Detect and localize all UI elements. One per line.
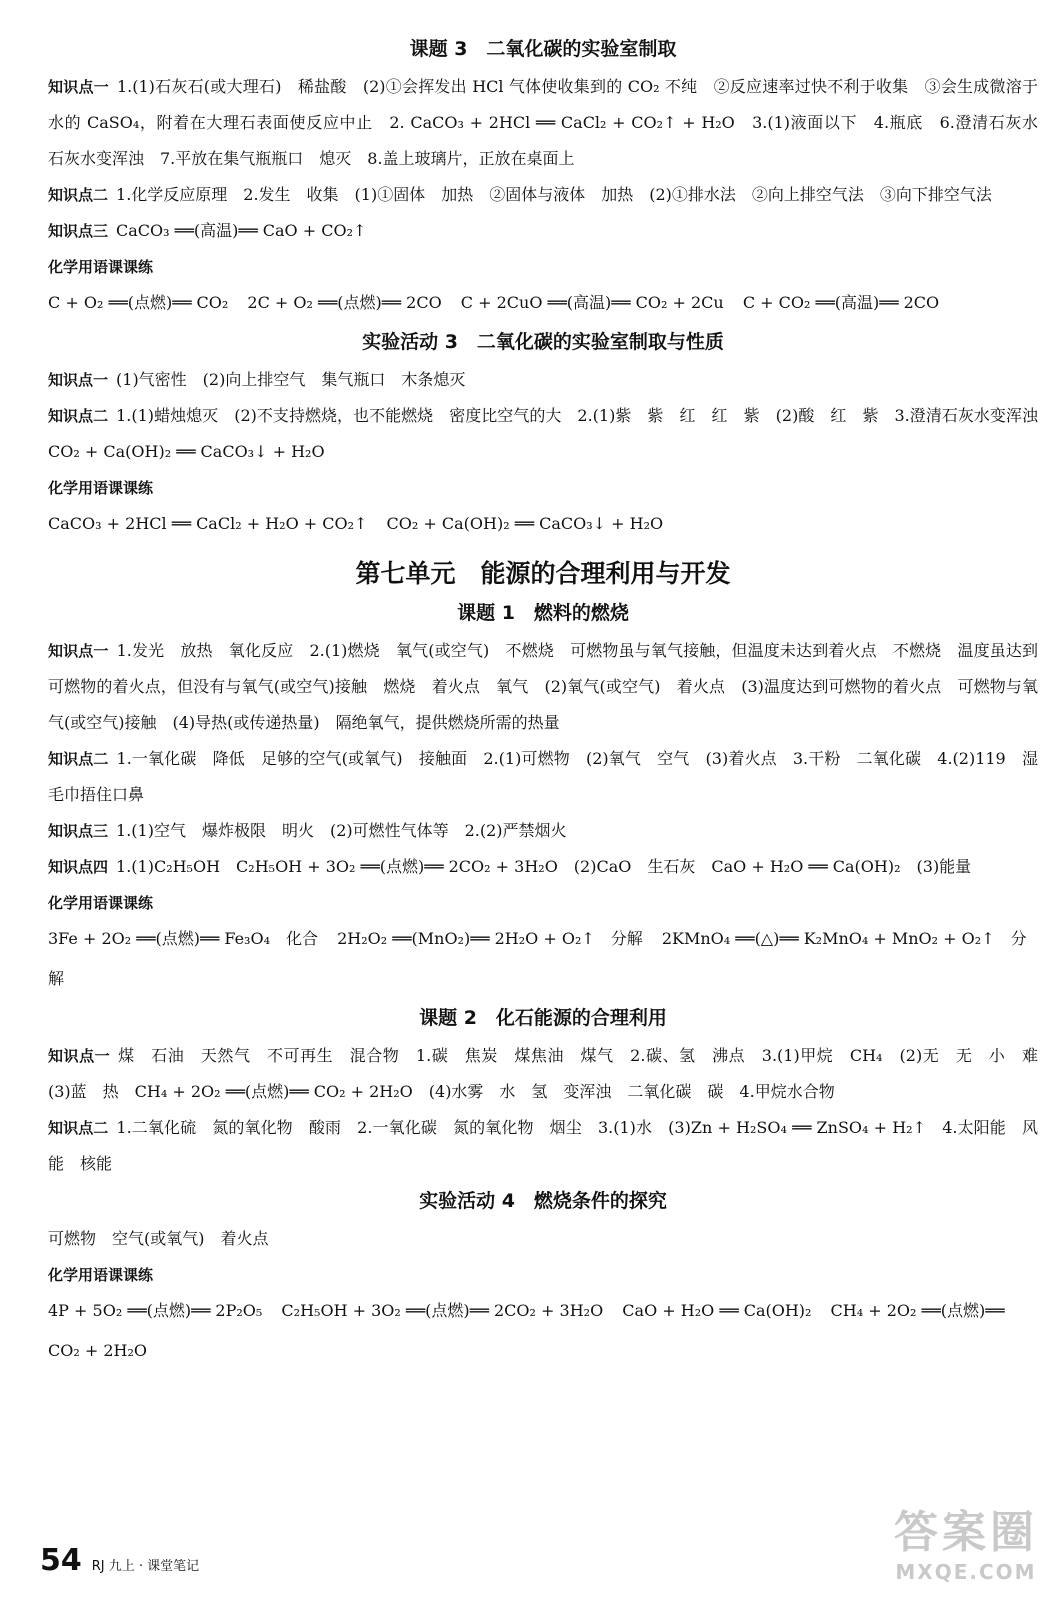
equation: 4P + 5O₂ ══(点燃)══ 2P₂O₅ [48,1301,263,1320]
unit-title: 第七单元 能源的合理利用与开发 [355,559,731,588]
section-activity4 [48,1186,1038,1371]
equation: 3Fe + 2O₂ ══(点燃)══ Fe₃O₄ 化合 [48,929,318,948]
knowledge-point [48,398,1054,470]
point-label: 知识点二 [48,407,109,425]
watermark-url: MXQE.COM [895,1560,1037,1584]
point-text: 1.一氧化碳 降低 足够的空气(或氧气) 接触面 2.(1)可燃物 (2)氧气 空气 (3)着火点 3.干粉 二氧化碳 4.(2)119 湿毛巾捂住口鼻 [48,749,1038,804]
knowledge-point [48,362,1038,398]
point-label: 知识点二 [48,186,109,204]
equation: C₂H₅OH + 3O₂ ══(点燃)══ 2CO₂ + 3H₂O [281,1301,604,1320]
page-number: 54 [40,1543,82,1578]
point-label: 知识点一 [48,642,109,660]
section-ketI2 [48,1003,1054,1182]
answer-page [48,30,1055,1371]
section-ketI1 [48,598,1038,999]
point-label: 知识点三 [48,222,109,240]
equation: C + O₂ ══(点燃)══ CO₂ [48,293,229,312]
point-label: 知识点一 [48,371,109,389]
point-text: 1.化学反应原理 2.发生 收集 (1)①固体 加热 ②固体与液体 加热 (2)①排水法 ②向上排空气法 ③向下排空气法 [116,185,992,204]
point-label: 知识点四 [48,858,109,876]
equation: CO₂ + Ca(OH)₂ ══ CaCO₃↓ + H₂O [386,514,664,533]
equation-line [48,1291,1038,1371]
point-label: 知识点二 [48,750,109,768]
equation: C + 2CuO ══(高温)══ CO₂ + 2Cu [460,293,724,312]
equation-line [48,283,1038,323]
point-text: 1.发光 放热 氧化反应 2.(1)燃烧 氧气(或空气) 不燃烧 可燃物虽与氧气接触，但温度未达到着火点 不燃烧 温度虽达到可燃物的着火点，但没有与氧气(或空气)接触 燃烧 着火点 氧气 (2)氧气(或空气) 着火点 (3)温度达到可燃物的着火点 可燃物与氧气(或空气)接触 (4)导热(或传递热量) 隔绝氧气，提供燃烧所需的热量 [48,641,1038,732]
knowledge-point [48,213,1038,249]
section-heading: 实验活动 3 二氧化碳的实验室制取与性质 [362,331,724,353]
watermark-logo [894,1496,1038,1584]
point-text: 1.(1)空气 爆炸极限 明火 (2)可燃性气体等 2.(2)严禁烟火 [116,821,567,840]
point-text: (1)气密性 (2)向上排空气 集气瓶口 木条熄灭 [116,370,466,389]
equation: CH₄ + 2O₂ ══(点燃)══ CO₂ + 2H₂O [48,1301,1005,1360]
point-text: 1.(1)石灰石(或大理石) 稀盐酸 (2)①会挥发出 HCl 气体使收集到的 CO₂ 不纯 ②反应速率过快不利于收集 ③会生成微溶于水的 CaSO₄，附着在大理石表面使反应中止 2. CaCO₃ + 2HCl ══ CaCl₂ + CO₂↑ + H₂O 3.(1)液面以下 4.瓶底 6.澄清石灰水 石灰水变浑浊 7.平放在集气瓶瓶口 熄灭 8.盖上玻璃片，正放在桌面上 [48,77,1055,168]
section-heading: 实验活动 4 燃烧条件的探究 [419,1190,667,1212]
practice-title: 化学用语课课练 [48,479,154,497]
practice-title: 化学用语课课练 [48,1266,154,1284]
point-text: 煤 石油 天然气 不可再生 混合物 1.碳 焦炭 煤焦油 煤气 2.碳、氢 沸点 3.(1)甲烷 CH₄ (2)无 无 小 难 (3)蓝 热 CH₄ + 2O₂ ══(点燃)══ CO₂ + 2H₂O (4)水雾 水 氢 变浑浊 二氧化碳 碳 4.甲烷水合物 [48,1046,1054,1101]
point-text: 1.(1)蜡烛熄灭 (2)不支持燃烧，也不能燃烧 密度比空气的大 2.(1)紫 紫 红 红 紫 (2)酸 红 紫 3.澄清石灰水变浑浊 CO₂ + Ca(OH)₂ ══ CaCO₃↓ + H₂O [48,406,1054,461]
knowledge-point [48,1038,1054,1110]
knowledge-point [48,1221,1038,1257]
equation-line [48,504,1038,544]
section-heading: 课题 2 化石能源的合理利用 [419,1007,667,1029]
book-tag: RJ 九上 · 课堂笔记 [91,1559,200,1574]
section-heading: 课题 1 燃料的燃烧 [457,602,629,624]
section-ketI3 [48,34,1055,323]
point-label: 知识点一 [48,1047,111,1065]
point-label: 知识点三 [48,822,109,840]
knowledge-point [48,849,1038,885]
section-activity3 [48,327,1054,544]
watermark-text: 答案圈 [894,1507,1038,1558]
page-footer [40,1543,199,1578]
point-text: 可燃物 空气(或氧气) 着火点 [48,1229,269,1248]
point-text: 1.(1)C₂H₅OH C₂H₅OH + 3O₂ ══(点燃)══ 2CO₂ + 3H₂O (2)CaO 生石灰 CaO + H₂O ══ Ca(OH)₂ (3)能量 [116,857,972,876]
equation: CaCO₃ + 2HCl ══ CaCl₂ + H₂O + CO₂↑ [48,514,368,533]
knowledge-point [48,177,1038,213]
point-label: 知识点二 [48,1119,109,1137]
point-text: CaCO₃ ══(高温)══ CaO + CO₂↑ [116,221,367,240]
point-label: 知识点一 [48,78,109,96]
practice-title: 化学用语课课练 [48,258,154,276]
knowledge-point [48,1110,1038,1182]
knowledge-point [48,69,1055,177]
point-text: 1.二氧化硫 氮的氧化物 酸雨 2.一氧化碳 氮的氧化物 烟尘 3.(1)水 (3)Zn + H₂SO₄ ══ ZnSO₄ + H₂↑ 4.太阳能 风能 核能 [48,1118,1038,1173]
knowledge-point [48,813,1038,849]
equation: 2H₂O₂ ══(MnO₂)══ 2H₂O + O₂↑ 分解 [337,929,643,948]
equation: 2C + O₂ ══(点燃)══ 2CO [247,293,442,312]
equation-line [48,919,1038,999]
section-heading: 课题 3 二氧化碳的实验室制取 [409,38,677,60]
equation: 2KMnO₄ ══(△)══ K₂MnO₄ + MnO₂ + O₂↑ 分解 [48,929,1027,988]
equation: CaO + H₂O ══ Ca(OH)₂ [622,1301,812,1320]
knowledge-point [48,741,1038,813]
practice-title: 化学用语课课练 [48,894,154,912]
equation: C + CO₂ ══(高温)══ 2CO [742,293,940,312]
knowledge-point [48,633,1038,741]
